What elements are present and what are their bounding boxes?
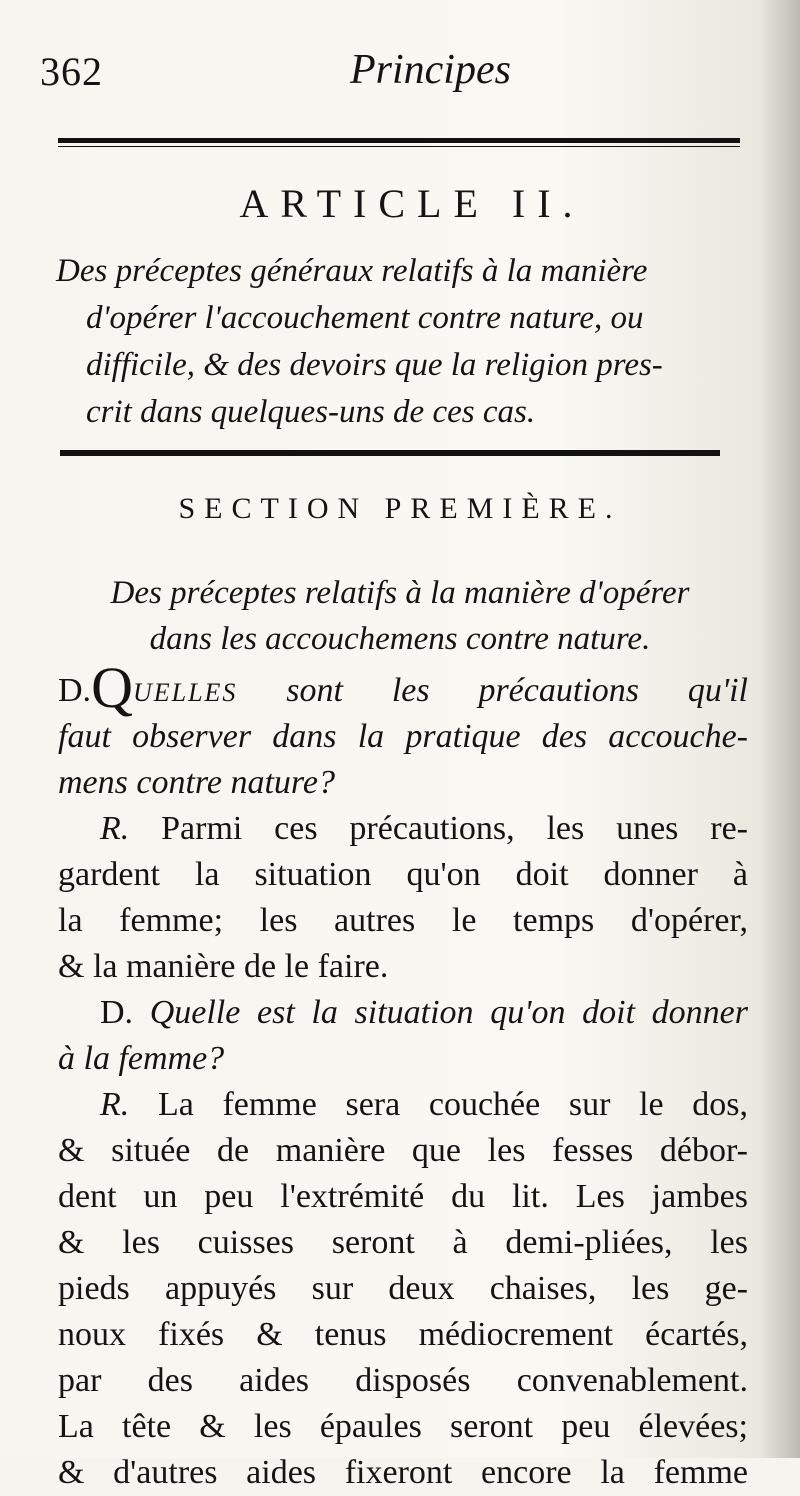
running-title: Principes xyxy=(350,47,511,93)
answer-line: la femme; les autres le temps d'opérer, xyxy=(58,902,748,939)
question-text: sont les précautions qu'il xyxy=(286,672,748,709)
question-line: mens contre nature? xyxy=(58,764,335,801)
question-marker: D. xyxy=(100,994,134,1031)
question-marker: D. xyxy=(58,672,92,709)
question-line: à la femme? xyxy=(58,1040,225,1077)
body-text xyxy=(58,655,748,1496)
section-rule xyxy=(60,450,720,456)
section-subtitle-line: Des préceptes relatifs à la manière d'opérer xyxy=(110,575,690,611)
article-subtitle-line: crit dans quelques-uns de ces cas. xyxy=(86,394,536,430)
question-line xyxy=(58,990,748,1036)
article-subtitle-line: Des préceptes généraux relatifs à la manière xyxy=(56,253,648,289)
answer-line: & située de manière que les fesses débor- xyxy=(58,1132,748,1169)
answer-line: & d'autres aides fixeront encore la femme xyxy=(58,1454,748,1491)
section-heading: SECTION PREMIÈRE. xyxy=(178,492,622,525)
answer-line: par des aides disposés convenablement. xyxy=(58,1362,748,1399)
answer-line: dent un peu l'extrémité du lit. Les jambes xyxy=(58,1178,748,1215)
drop-initial: Q xyxy=(91,655,133,720)
header-rule xyxy=(58,138,740,147)
page-header xyxy=(40,44,750,104)
answer-marker: R. xyxy=(100,1086,130,1123)
answer-text: La femme sera couchée sur le dos, xyxy=(157,1086,748,1123)
article-subtitle-line: difficile, & des devoirs que la religion pres- xyxy=(86,347,663,383)
answer-line: & la manière de le faire. xyxy=(58,948,389,985)
question-line: faut observer dans la pratique des accouche- xyxy=(58,718,748,755)
answer-line xyxy=(58,1082,748,1128)
page-number: 362 xyxy=(40,49,103,94)
answer-line: noux fixés & tenus médiocrement écartés, xyxy=(58,1316,748,1353)
answer-line xyxy=(58,806,748,852)
section-subtitle xyxy=(0,570,800,662)
smallcaps-word: UELLES xyxy=(132,678,238,707)
answer-line: & les cuisses seront à demi-pliées, les xyxy=(58,1224,748,1261)
answer-line: pieds appuyés sur deux chaises, les ge- xyxy=(58,1270,748,1307)
article-subtitle xyxy=(56,248,756,436)
article-heading: ARTICLE II. xyxy=(239,181,585,226)
section-subtitle-line: dans les accouchemens contre nature. xyxy=(149,621,651,657)
question-line xyxy=(58,655,748,720)
article-subtitle-line: d'opérer l'accouchement contre nature, ou xyxy=(86,300,644,336)
answer-line: gardent la situation qu'on doit donner à xyxy=(58,856,748,893)
answer-marker: R. xyxy=(100,810,130,847)
question-text: Quelle est la situation qu'on doit donner xyxy=(149,994,748,1031)
answer-text: Parmi ces précautions, les unes re- xyxy=(161,810,748,847)
answer-line: La tête & les épaules seront peu élevées; xyxy=(58,1408,748,1445)
